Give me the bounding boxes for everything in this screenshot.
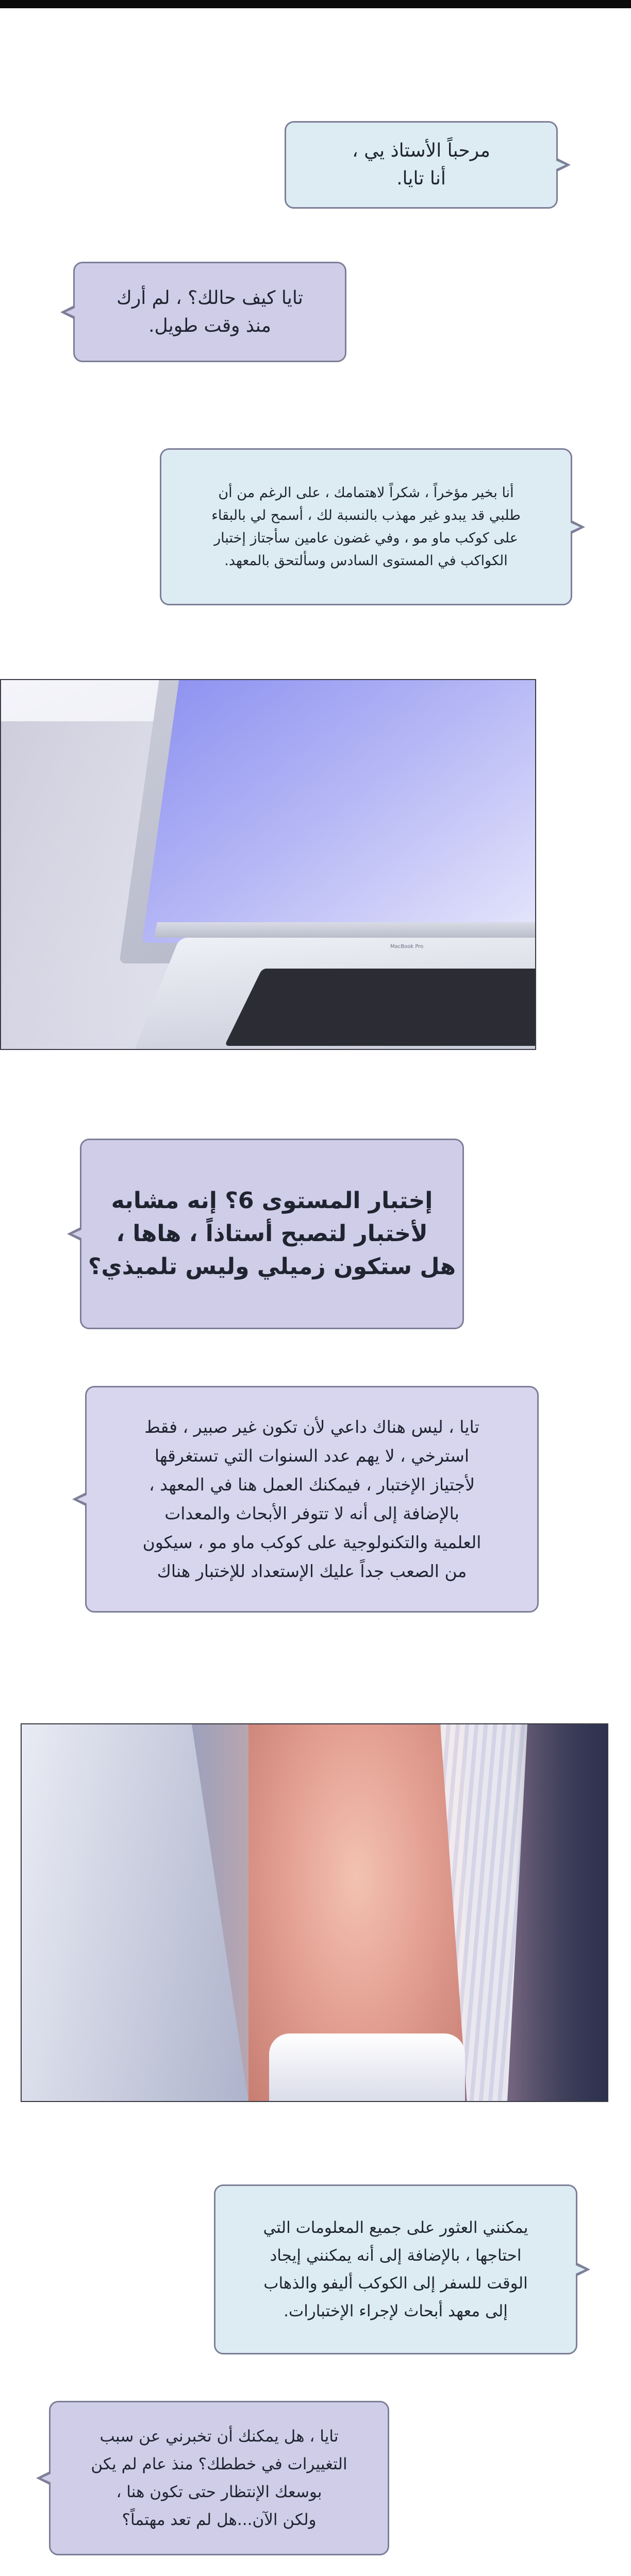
cloth-drape	[22, 1724, 248, 2102]
speech-bubble-how-are-you	[73, 262, 346, 362]
speech-bubble-be-patient	[85, 1386, 539, 1613]
bubble-tail	[36, 2471, 51, 2485]
torso-illustration-panel	[21, 1723, 608, 2102]
speech-bubble-level-six	[80, 1139, 464, 1329]
bubble-tail	[72, 1492, 87, 1506]
top-edge-strip	[0, 0, 631, 8]
speech-bubble-change-of-plans	[49, 2401, 389, 2555]
speech-text-change-of-plans: تايا ، هل يمكنك أن تخبرني عن سبب التغييرات في خططك؟ منذ عام لم يكن بوسعك الإنتظار حتى تكون هنا ، ولكن الآن...هل لم تعد مهتماً؟	[91, 2427, 347, 2529]
bubble-tail	[67, 1227, 81, 1241]
speech-bubble-request	[160, 448, 572, 605]
speech-bubble-find-information	[214, 2184, 577, 2354]
bubble-tail	[571, 520, 585, 534]
laptop-illustration-panel	[0, 679, 536, 1050]
laptop-screen	[142, 679, 536, 943]
bubble-tail	[576, 2262, 590, 2277]
laptop-keyboard	[224, 969, 536, 1046]
speech-text-find-information: يمكنني العثور على جميع المعلومات التي احتاجها ، بالإضافة إلى أنه يمكنني إيجاد الوقت للسفر إلى الكوكب أليفو والذهاب إلى معهد أبحاث لإجراء الإختبارات.	[263, 2218, 528, 2320]
speech-text-level-six: إختبار المستوى 6؟ إنه مشابه لأختبار لتصبح أستاذاً ، هاها ، هل ستكون زميلي وليس تلميذي؟	[88, 1188, 456, 1280]
speech-bubble-greeting	[285, 121, 558, 209]
towel	[269, 2033, 465, 2102]
bubble-tail	[60, 305, 75, 319]
bubble-tail	[556, 158, 571, 172]
speech-text-how-are-you: تايا كيف حالك؟ ، لم أرك منذ وقت طويل.	[117, 287, 303, 336]
speech-text-request: أنا بخير مؤخراً ، شكراً لاهتمامك ، على الرغم من أن طلبي قد يبدو غير مهذب بالنسبة لك ، أسمح لي بالبقاء على كوكب ماو مو ، وفي غضون عامين سأجتاز إختبار الكواكب في المستوى السادس وسألتحق بالمعهد.	[211, 484, 521, 569]
speech-text-greeting: مرحباً الأستاذ يي ، أنا تايا.	[352, 140, 490, 189]
speech-text-be-patient: تايا ، ليس هناك داعي لأن تكون غير صبير ، فقط استرخي ، لا يهم عدد السنوات التي تستغرقها لأجتياز الإختبار ، فيمكنك العمل هنا في المعهد ، بالإضافة إلى أنه لا تتوفر الأبحاث والمعدات العلمية والتكنولوجية على كوكب ماو مو ، سيكون من الصعب جداً عليك الإستعداد للإختبار هناك	[142, 1417, 481, 1581]
laptop-brand-label: MacBook Pro	[390, 944, 424, 950]
